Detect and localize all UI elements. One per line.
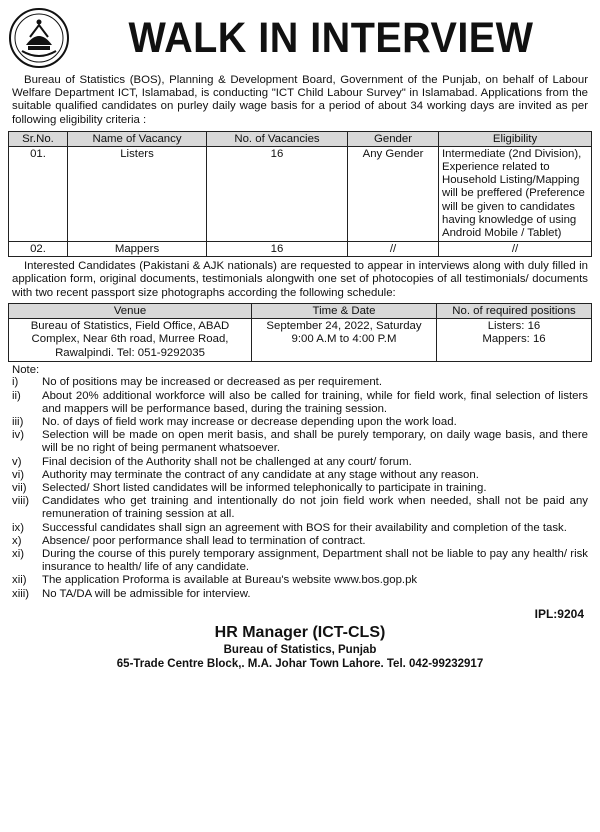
note-text: Candidates who get training and intentionally do not join field work when needed, shall not be paid any remuneration of training session at all. — [42, 495, 588, 521]
table-row — [9, 146, 592, 241]
list-item — [12, 535, 588, 548]
positions-line: Listers: 16 — [487, 319, 541, 332]
note-number: iii) — [12, 415, 24, 428]
list-item — [12, 588, 588, 601]
note-number: vii) — [12, 481, 27, 494]
list-item — [12, 429, 588, 455]
note-text: Selection will be made on open merit basis, and shall be purely temporary, on daily wage basis, and there will be no right of being permanent whatsoever. — [42, 429, 588, 455]
note-number: x) — [12, 534, 22, 547]
note-text: Selected/ Short listed candidates will be informed telephonically to participate in training. — [42, 481, 487, 494]
footer — [8, 623, 592, 671]
cell-gender: // — [348, 242, 439, 257]
cell-vacancy-count: 16 — [207, 146, 348, 241]
note-text: No of positions may be increased or decreased as per requirement. — [42, 376, 383, 389]
venue-line: Complex, Near 6th road, Murree Road, — [31, 333, 229, 346]
table-row — [9, 242, 592, 257]
intro-paragraph: Bureau of Statistics (BOS), Planning & Development Board, Government of the Punjab, on behalf of Labour Welfare Department ICT, Islamabad, is conducting "ICT Child Labour Survey" in Islamabad. Applications from the suitable qualified candidates on purley daily wage basis for a period of about 34 working days are invited as per following eligibility criteria : — [12, 74, 588, 126]
col-header-eligibility: Eligibility — [439, 131, 592, 146]
header — [8, 6, 592, 70]
cell-vacancy-count: 16 — [207, 242, 348, 257]
col-header-vacancy-count: No. of Vacancies — [207, 131, 348, 146]
time-line: 9:00 A.M to 4:00 P.M — [291, 333, 397, 346]
note-text: During the course of this purely temporary assignment, Department shall not be liable to pay any health/ risk insurance to health/ life of any candidate. — [42, 547, 588, 574]
cell-eligibility: Intermediate (2nd Division), Experience related to Household Listing/Mapping will be preffered (Preference will be given to candidates having knowledge of using Android Mobile / Tablet) — [439, 146, 592, 241]
note-number: viii) — [12, 495, 30, 508]
cell-vacancy-name: Mappers — [68, 242, 207, 257]
cell-venue — [9, 318, 252, 362]
list-item — [12, 574, 588, 587]
note-number: ii) — [12, 389, 21, 402]
list-item — [12, 495, 588, 521]
schedule-paragraph: Interested Candidates (Pakistani & AJK nationals) are requested to appear in interviews along with duly filled in application form, original documents, testimonials alongwith one set of photocopies of all testimonials/ documents with two recent passport size photographs according the following schedule: — [12, 260, 588, 299]
note-text: Authority may terminate the contract of any candidate at any stage without any reason. — [42, 468, 479, 481]
ipl-number: IPL:9204 — [534, 606, 584, 621]
note-text: Final decision of the Authority shall not be challenged at any court/ forum. — [42, 455, 412, 468]
cell-srno: 02. — [9, 242, 68, 257]
cell-eligibility: // — [439, 242, 592, 257]
col-header-time-date: Time & Date — [252, 303, 437, 318]
vacancy-table-header-row — [9, 131, 592, 146]
cell-srno: 01. — [9, 146, 68, 241]
note-text: Successful candidates shall sign an agreement with BOS for their availability and completion of the task. — [42, 521, 567, 534]
page-title: WALK IN INTERVIEW — [128, 14, 534, 62]
footer-address: 65-Trade Centre Block,. M.A. Johar Town Lahore. Tel. 042-99232917 — [116, 657, 484, 670]
footer-organization: Bureau of Statistics, Punjab — [223, 643, 377, 656]
list-item — [12, 416, 588, 429]
note-number: xiii) — [12, 587, 30, 600]
col-header-gender: Gender — [348, 131, 439, 146]
note-number: v) — [12, 455, 22, 468]
col-header-required-positions: No. of required positions — [437, 303, 592, 318]
cell-vacancy-name: Listers — [68, 146, 207, 241]
list-item — [12, 522, 588, 535]
list-item — [12, 469, 588, 482]
notes-title: Note: — [12, 364, 40, 377]
note-number: xi) — [12, 547, 25, 560]
note-text: Absence/ poor performance shall lead to termination of contract. — [42, 534, 366, 547]
list-item — [12, 548, 588, 574]
note-number: ix) — [12, 521, 25, 534]
note-text: The application Proforma is available at Bureau's website www.bos.gop.pk — [42, 574, 418, 587]
list-item — [12, 456, 588, 469]
note-text: About 20% additional workforce will also be called for training, while for field work, final selection of listers and mappers will be performance based, during the training session. — [42, 389, 588, 415]
list-item — [12, 390, 588, 416]
positions-line: Mappers: 16 — [482, 333, 546, 346]
notes-list — [12, 376, 588, 600]
note-text: No. of days of field work may increase or decrease depending upon the work load. — [42, 415, 457, 428]
date-line: September 24, 2022, Saturday — [266, 319, 422, 332]
note-number: vi) — [12, 468, 25, 481]
col-header-venue: Venue — [9, 303, 252, 318]
list-item — [12, 482, 588, 495]
punjab-government-logo-icon — [8, 7, 70, 69]
note-number: i) — [12, 376, 19, 389]
cell-time-date — [252, 318, 437, 362]
note-text: No TA/DA will be admissible for interview. — [42, 587, 251, 600]
table-row — [9, 318, 592, 362]
venue-line: Rawalpindi. Tel: 051-9292035 — [55, 346, 205, 359]
note-number: iv) — [12, 429, 25, 442]
cell-required-positions — [437, 318, 592, 362]
cell-gender: Any Gender — [348, 146, 439, 241]
footer-title: HR Manager (ICT-CLS) — [214, 623, 386, 641]
schedule-table-header-row — [9, 303, 592, 318]
col-header-srno: Sr.No. — [9, 131, 68, 146]
list-item — [12, 376, 588, 389]
advertisement-page — [8, 6, 592, 818]
venue-line: Bureau of Statistics, Field Office, ABAD — [30, 319, 230, 332]
col-header-vacancy-name: Name of Vacancy — [68, 131, 207, 146]
note-number: xii) — [12, 574, 27, 587]
vacancy-table — [8, 131, 592, 257]
schedule-table — [8, 303, 592, 363]
